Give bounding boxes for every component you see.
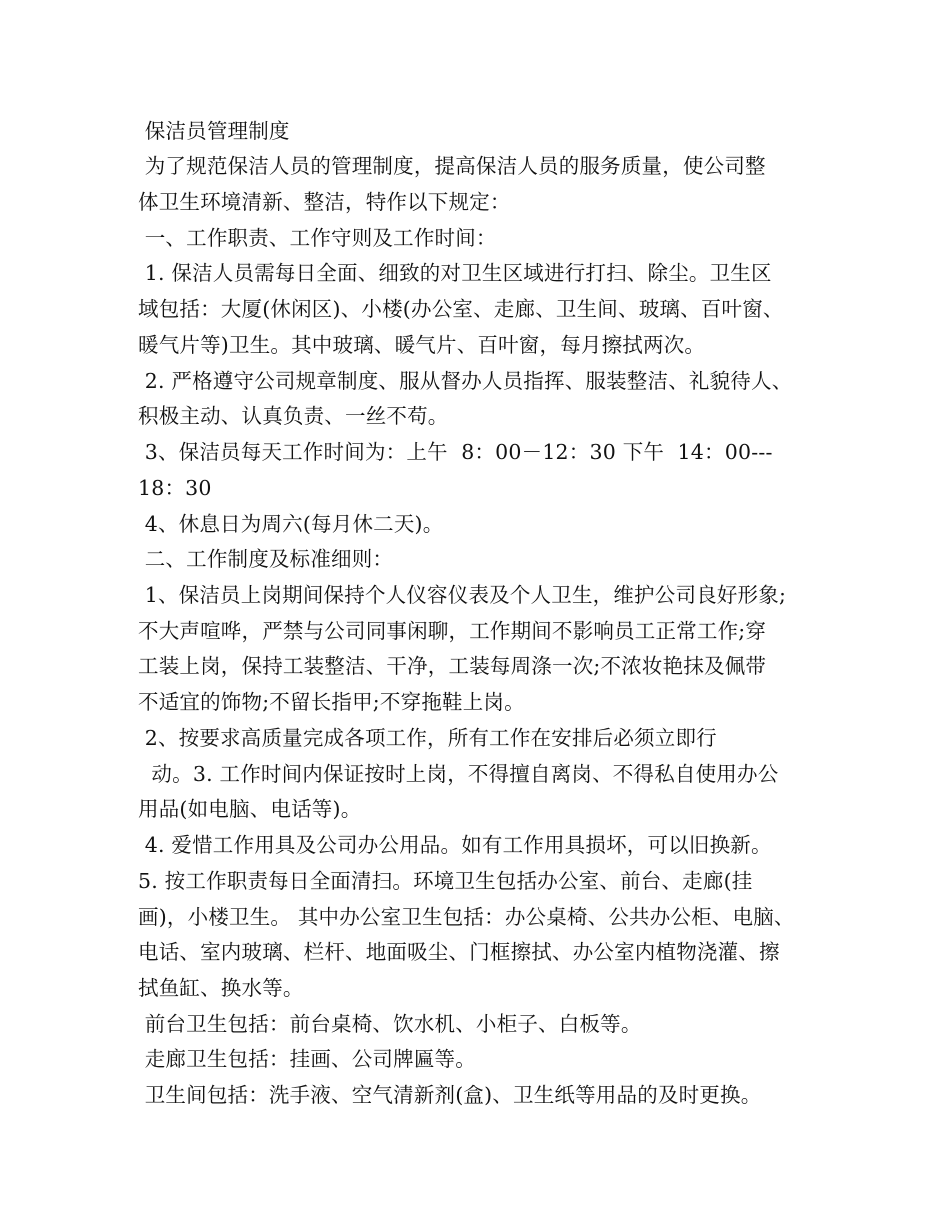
paragraph-line: 卫生间包括：洗手液、空气清新剂(盒)、卫生纸等用品的及时更换。	[138, 1083, 762, 1107]
paragraph-line: 为了规范保洁人员的管理制度，提高保洁人员的服务质量，使公司整	[138, 154, 766, 178]
paragraph-line: 域包括：大厦(休闲区)、小楼(办公室、走廊、卫生间、玻璃、百叶窗、	[138, 297, 784, 321]
paragraph-line: 走廊卫生包括：挂画、公司牌匾等。	[138, 1047, 476, 1071]
paragraph-line: 电话、室内玻璃、栏杆、地面吸尘、门框擦拭、办公室内植物浇灌、擦	[138, 940, 780, 964]
paragraph-line: 4、休息日为周六(每月休二天)。	[138, 512, 444, 536]
paragraph-line: 不大声喧哗，严禁与公司同事闲聊，工作期间不影响员工正常工作;穿	[138, 619, 767, 643]
paragraph-line: 5. 按工作职责每日全面清扫。环境卫生包括办公室、前台、走廊(挂	[138, 869, 753, 893]
paragraph-line: 画)，小楼卫生。 其中办公室卫生包括：办公桌椅、公共办公柜、电脑、	[138, 905, 795, 929]
section-heading: 二、工作制度及标准细则：	[138, 547, 394, 571]
paragraph-line: 体卫生环境清新、整洁，特作以下规定：	[138, 190, 511, 214]
paragraph-line: 2. 严格遵守公司规章制度、服从督办人员指挥、服装整洁、礼貌待人、	[138, 369, 793, 393]
paragraph-line: 4. 爱惜工作用具及公司办公用品。如有工作用具损坏，可以旧换新。	[138, 833, 772, 857]
paragraph-line: 拭鱼缸、换水等。	[138, 976, 304, 1000]
paragraph-line: 1、保洁员上岗期间保持个人仪容仪表及个人卫生，维护公司良好形象;	[138, 583, 787, 607]
paragraph-line: 18：30	[138, 476, 212, 500]
paragraph-line: 暖气片等)卫生。其中玻璃、暖气片、百叶窗，每月擦拭两次。	[138, 333, 706, 357]
paragraph-line: 工装上岗，保持工装整洁、干净，工装每周涤一次;不浓妆艳抹及佩带	[138, 654, 767, 678]
section-heading: 一、工作职责、工作守则及工作时间：	[138, 226, 497, 250]
paragraph-line: 前台卫生包括：前台桌椅、饮水机、小柜子、白板等。	[138, 1012, 642, 1036]
paragraph-line: 3、保洁员每天工作时间为：上午 8：00－12：30 下午 14：00---	[138, 440, 773, 464]
paragraph-line: 1. 保洁人员需每日全面、细致的对卫生区域进行打扫、除尘。卫生区	[138, 261, 772, 285]
paragraph-line: 积极主动、认真负责、一丝不苟。	[138, 404, 449, 428]
document-title: 保洁员管理制度	[138, 119, 290, 143]
paragraph-line: 动。3. 工作时间内保证按时上岗，不得擅自离岗、不得私自使用办公	[138, 762, 779, 786]
paragraph-line: 不适宜的饰物;不留长指甲;不穿拖鞋上岗。	[138, 690, 525, 714]
paragraph-line: 用品(如电脑、电话等)。	[138, 797, 362, 821]
paragraph-line: 2、按要求高质量完成各项工作，所有工作在安排后必须立即行	[138, 726, 717, 750]
